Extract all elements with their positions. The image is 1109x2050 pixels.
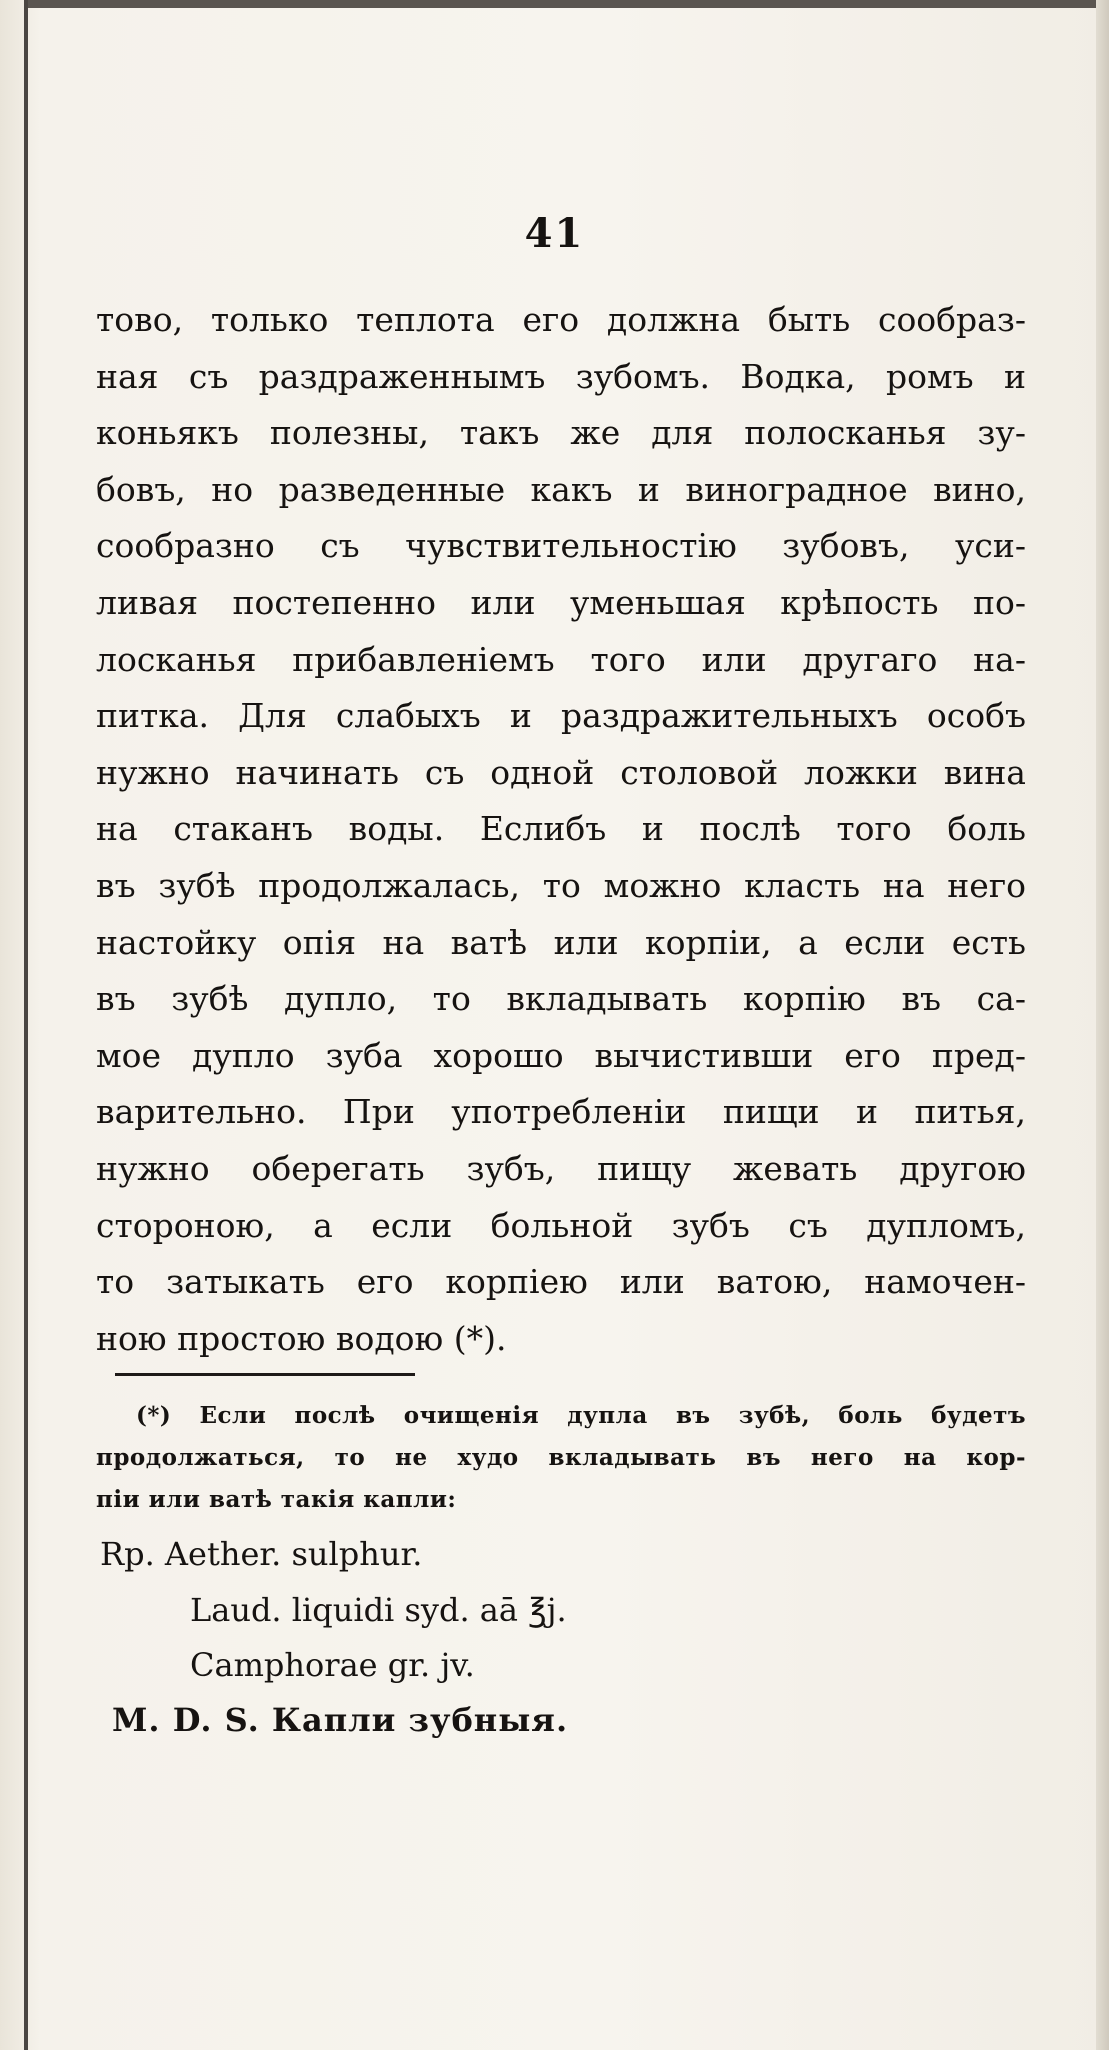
text-line: стороною, а если больной зубъ съ дупломъ, — [96, 1205, 1026, 1245]
text-line: питка. Для слабыхъ и раздражительныхъ особъ — [96, 696, 1026, 736]
prescription-line: Camphorae gr. jv. — [190, 1646, 475, 1684]
text-line: ливая постепенно или уменьшая крѣпость по- — [96, 582, 1026, 622]
footnote-divider — [115, 1373, 415, 1376]
text-line: нужно начинать съ одной столовой ложки вина — [96, 752, 1026, 792]
text-line: лосканья прибавленіемъ того или другаго на- — [96, 639, 1026, 679]
prescription-line: Rp. Aether. sulphur. — [100, 1535, 423, 1573]
footnote-line: (*) Если послѣ очищенія дупла въ зубѣ, боль будетъ — [136, 1402, 1026, 1429]
text-line: то затыкать его корпіею или ватою, намочен- — [96, 1262, 1026, 1302]
text-line: настойку опія на ватѣ или корпіи, а если есть — [96, 922, 1026, 962]
page-left-edge — [24, 0, 28, 2050]
footnote — [96, 1395, 1026, 1521]
text-line: сообразно съ чувствительностію зубовъ, уси- — [96, 526, 1026, 566]
text-line: въ зубѣ дупло, то вкладывать корпію въ са- — [96, 979, 1026, 1019]
text-line: ная съ раздраженнымъ зубомъ. Водка, ромъ и — [96, 356, 1026, 396]
text-line: тово, только теплота его должна быть сообраз- — [96, 300, 1026, 339]
prescription-line: Laud. liquidi syd. aā ℥j. — [190, 1591, 567, 1629]
text-line: мое дупло зуба хорошо вычистивши его пред- — [96, 1035, 1026, 1075]
text-line: нужно оберегать зубъ, пищу жевать другою — [96, 1148, 1026, 1188]
page-number: 41 — [524, 210, 585, 257]
footnote-line: продолжаться, то не худо вкладывать въ него на кор- — [96, 1444, 1026, 1471]
text-line: коньякъ полезны, такъ же для полосканья зу- — [96, 413, 1026, 453]
text-line: на стаканъ воды. Еслибъ и послѣ того боль — [96, 809, 1026, 849]
text-line: бовъ, но разведенные какъ и виноградное вино, — [96, 469, 1026, 509]
prescription-signature: M. D. S. Капли зубныя. — [112, 1701, 569, 1739]
page-right-edge — [1096, 0, 1109, 2050]
main-text — [96, 292, 1026, 1367]
text-line: варительно. При употребленіи пищи и питья, — [96, 1092, 1026, 1132]
page-top-edge — [24, 0, 1109, 8]
text-line: ною простою водою (*). — [96, 1318, 507, 1358]
footnote-line: піи или ватѣ такія капли: — [96, 1486, 457, 1513]
text-line: въ зубѣ продолжалась, то можно класть на него — [96, 865, 1026, 905]
